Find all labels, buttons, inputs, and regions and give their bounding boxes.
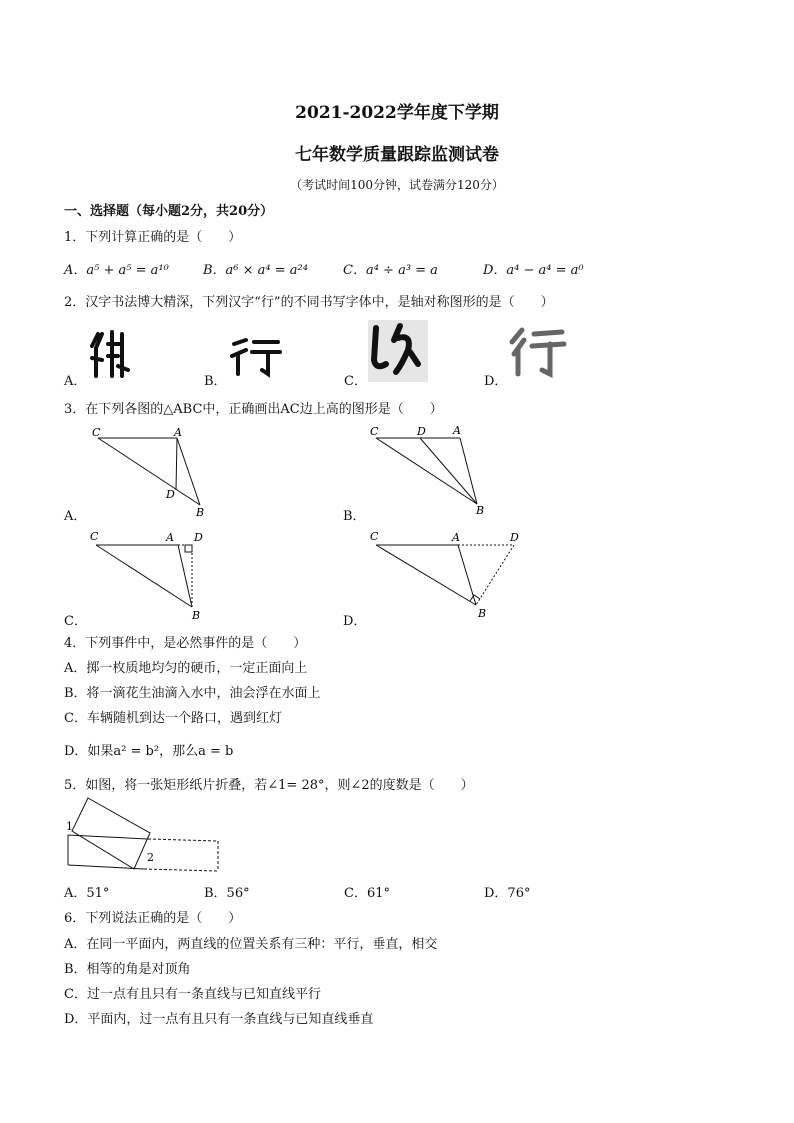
q3-stem: 3．在下列各图的△ABC中，正确画出AC边上高的图形是（ ） bbox=[64, 402, 443, 417]
q5-stem: 5．如图，将一张矩形纸片折叠，若∠1= 28°，则∠2的度数是（ ） bbox=[64, 778, 474, 793]
point-d-label: D bbox=[194, 531, 203, 544]
q2-label-b: B． bbox=[204, 374, 227, 389]
q6-stem: 6．下列说法正确的是（ ） bbox=[64, 911, 242, 926]
calligraphy-a-image bbox=[88, 326, 136, 382]
point-a-label: A bbox=[452, 531, 460, 544]
q1-option-c: C．a⁴ ÷ a³ = a bbox=[343, 263, 438, 278]
section-heading: 一、选择题（每小题2分，共20分） bbox=[64, 204, 274, 219]
point-b-label: B bbox=[196, 506, 205, 519]
q1-stem: 1．下列计算正确的是（ ） bbox=[64, 230, 242, 245]
q3-label-d: D． bbox=[343, 614, 367, 629]
q5-option-a: A．51° bbox=[64, 886, 110, 901]
point-d-label: D bbox=[510, 531, 519, 544]
exam-title: 七年数学质量跟踪监测试卷 bbox=[295, 145, 499, 165]
point-a-label: A bbox=[166, 531, 174, 544]
q2-label-c: C． bbox=[344, 374, 367, 389]
q3-label-c: C． bbox=[64, 614, 87, 629]
q4-option-c: C．车辆随机到达一个路口，遇到红灯 bbox=[64, 711, 282, 726]
point-b-label: B bbox=[192, 609, 201, 622]
q1-option-a: A．a⁵ + a⁵ = a¹⁰ bbox=[64, 263, 169, 278]
point-a-label: A bbox=[453, 424, 461, 437]
triangle-figure-b bbox=[364, 420, 494, 520]
folded-rectangle-figure bbox=[64, 793, 224, 875]
calligraphy-c-image bbox=[368, 320, 428, 382]
q6-option-c: C．过一点有且只有一条直线与已知直线平行 bbox=[64, 987, 321, 1002]
exam-year-title: 2021-2022学年度下学期 bbox=[295, 103, 499, 123]
q1-option-b: B．a⁶ × a⁴ = a²⁴ bbox=[203, 263, 308, 278]
point-c-label: C bbox=[92, 426, 101, 439]
q5-option-c: C．61° bbox=[344, 886, 390, 901]
triangle-figure-a bbox=[84, 420, 214, 520]
angle-2-label: 2 bbox=[147, 851, 154, 864]
point-c-label: C bbox=[90, 530, 99, 543]
q2-label-d: D． bbox=[484, 374, 508, 389]
q5-option-b: B．56° bbox=[204, 886, 250, 901]
q2-stem: 2．汉字书法博大精深，下列汉字“行”的不同书写字体中，是轴对称图形的是（ ） bbox=[64, 295, 554, 310]
point-d-label: D bbox=[166, 488, 175, 501]
exam-note: （考试时间100分钟，试卷满分120分） bbox=[290, 178, 504, 192]
triangle-figure-c bbox=[84, 525, 214, 625]
point-a-label: A bbox=[174, 426, 182, 439]
q6-option-a: A．在同一平面内，两直线的位置关系有三种：平行，垂直，相交 bbox=[64, 937, 438, 952]
point-b-label: B bbox=[478, 607, 487, 620]
q5-option-d: D．76° bbox=[484, 886, 531, 901]
angle-1-label: 1 bbox=[66, 820, 73, 833]
point-c-label: C bbox=[370, 530, 379, 543]
calligraphy-b-image bbox=[228, 334, 284, 380]
q6-option-d: D．平面内，过一点有且只有一条直线与已知直线垂直 bbox=[64, 1012, 374, 1027]
q2-label-a: A． bbox=[64, 374, 87, 389]
q4-option-a: A．掷一枚质地均匀的硬币，一定正面向上 bbox=[64, 661, 308, 676]
point-b-label: B bbox=[476, 504, 485, 517]
q3-label-a: A． bbox=[64, 509, 87, 524]
q6-option-b: B．相等的角是对顶角 bbox=[64, 962, 191, 977]
q3-label-b: B． bbox=[343, 509, 366, 524]
calligraphy-d-image bbox=[508, 324, 568, 378]
q4-option-b: B．将一滴花生油滴入水中，油会浮在水面上 bbox=[64, 686, 321, 701]
point-d-label: D bbox=[417, 425, 426, 438]
q1-option-d: D．a⁴ − a⁴ = a⁰ bbox=[483, 263, 584, 278]
q4-stem: 4．下列事件中，是必然事件的是（ ） bbox=[64, 636, 307, 651]
q4-option-d: D．如果a² = b²，那么a = b bbox=[64, 744, 234, 759]
point-c-label: C bbox=[370, 425, 379, 438]
triangle-figure-d bbox=[364, 525, 524, 625]
